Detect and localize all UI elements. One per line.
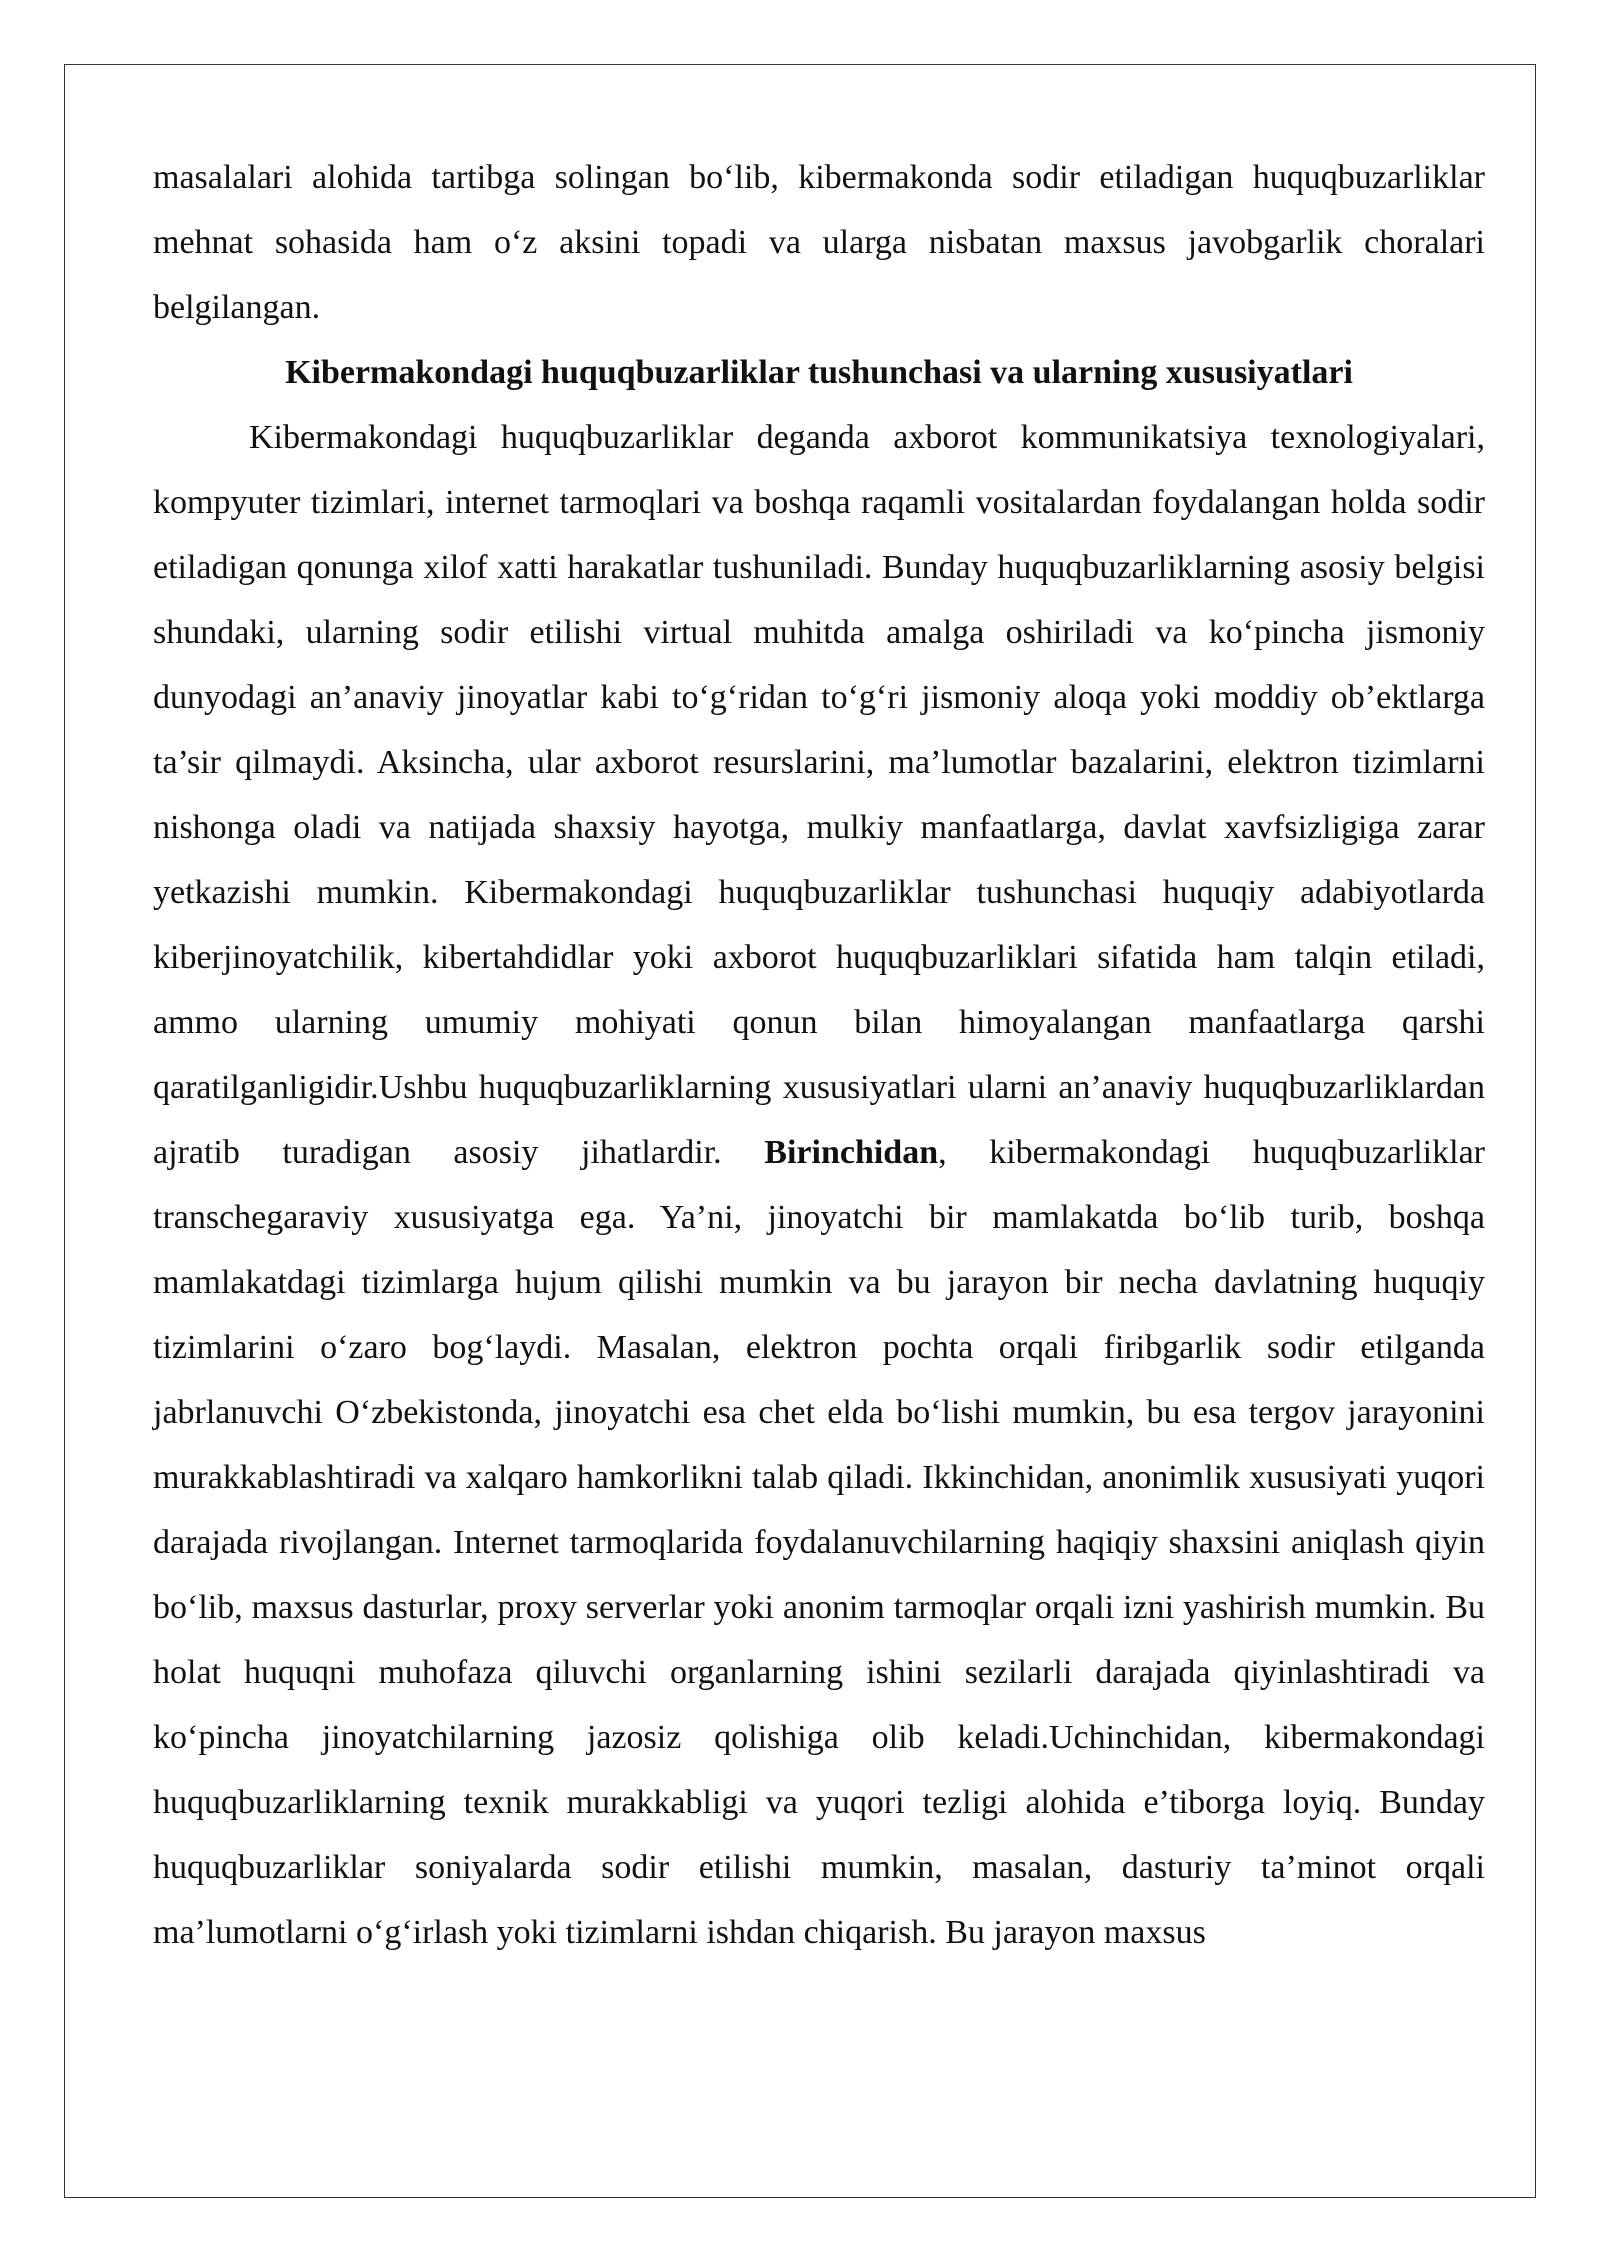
- intro-paragraph: masalalari alohida tartibga solingan bo‘lib, kibermakonda sodir etiladigan huquqbuzarliklar mehnat sohasida ham o‘z aksini topadi va ularga nisbatan maxsus javobgarlik choralari belgilangan.: [153, 159, 1485, 326]
- section-heading: Kibermakondagi huquqbuzarliklar tushunchasi va ularning xususiyatlari: [285, 354, 1353, 391]
- body-text-before-bold: Kibermakondagi huquqbuzarliklar deganda axborot kommunikatsiya texnologiyalari, kompyuter tizimlari, internet tarmoqlari va boshqa raqamli vositalardan foydalangan holda sodir etiladigan qonunga xilof xatti harakatlar tushuniladi. Bunday huquqbuzarliklarning asosiy belgisi shundaki, ularning sodir etilishi virtual muhitda amalga oshiriladi va ko‘pincha jismoniy dunyodagi an’anaviy jinoyatlar kabi to‘g‘ridan to‘g‘ri jismoniy aloqa yoki moddiy ob’ektlarga ta’sir qilmaydi. Aksincha, ular axborot resurslarini, ma’lumotlar bazalarini, elektron tizimlarni nishonga oladi va natijada shaxsiy hayotga, mulkiy manfaatlarga, davlat xavfsizligiga zarar yetkazishi mumkin. Kibermakondagi huquqbuzarliklar tushunchasi huquqiy adabiyotlarda kiberjinoyatchilik, kibertahdidlar yoki axborot huquqbuzarliklari sifatida ham talqin etiladi, ammo ularning umumiy mohiyati qonun bilan himoyalangan manfaatlarga qarshi qaratilganligidir.Ushbu huquqbuzarliklarning xususiyatlari ularni an’anaviy huquqbuzarliklardan ajratib turadigan asosiy jihatlardir.: [153, 419, 1485, 1171]
- bold-word-birinchidan: Birinchidan: [764, 1134, 939, 1171]
- body-paragraph: [153, 405, 1485, 1965]
- document-body: [153, 145, 1485, 1965]
- body-text-after-bold: , kibermakondagi huquqbuzarliklar transchegaraviy xususiyatga ega. Ya’ni, jinoyatchi bir mamlakatda bo‘lib turib, boshqa mamlakatdagi tizimlarga hujum qilishi mumkin va bu jarayon bir necha davlatning huquqiy tizimlarini o‘zaro bog‘laydi. Masalan, elektron pochta orqali firibgarlik sodir etilganda jabrlanuvchi O‘zbekistonda, jinoyatchi esa chet elda bo‘lishi mumkin, bu esa tergov jarayonini murakkablashtiradi va xalqaro hamkorlikni talab qiladi. Ikkinchidan, anonimlik xususiyati yuqori darajada rivojlangan. Internet tarmoqlarida foydalanuvchilarning haqiqiy shaxsini aniqlash qiyin bo‘lib, maxsus dasturlar, proxy serverlar yoki anonim tarmoqlar orqali izni yashirish mumkin. Bu holat huquqni muhofaza qiluvchi organlarning ishini sezilarli darajada qiyinlashtiradi va ko‘pincha jinoyatchilarning jazosiz qolishiga olib keladi.Uchinchidan, kibermakondagi huquqbuzarliklarning texnik murakkabligi va yuqori tezligi alohida e’tiborga loyiq. Bunday huquqbuzarliklar soniyalarda sodir etilishi mumkin, masalan, dasturiy ta’minot orqali ma’lumotlarni o‘g‘irlash yoki tizimlarni ishdan chiqarish. Bu jarayon maxsus: [153, 1134, 1485, 1951]
